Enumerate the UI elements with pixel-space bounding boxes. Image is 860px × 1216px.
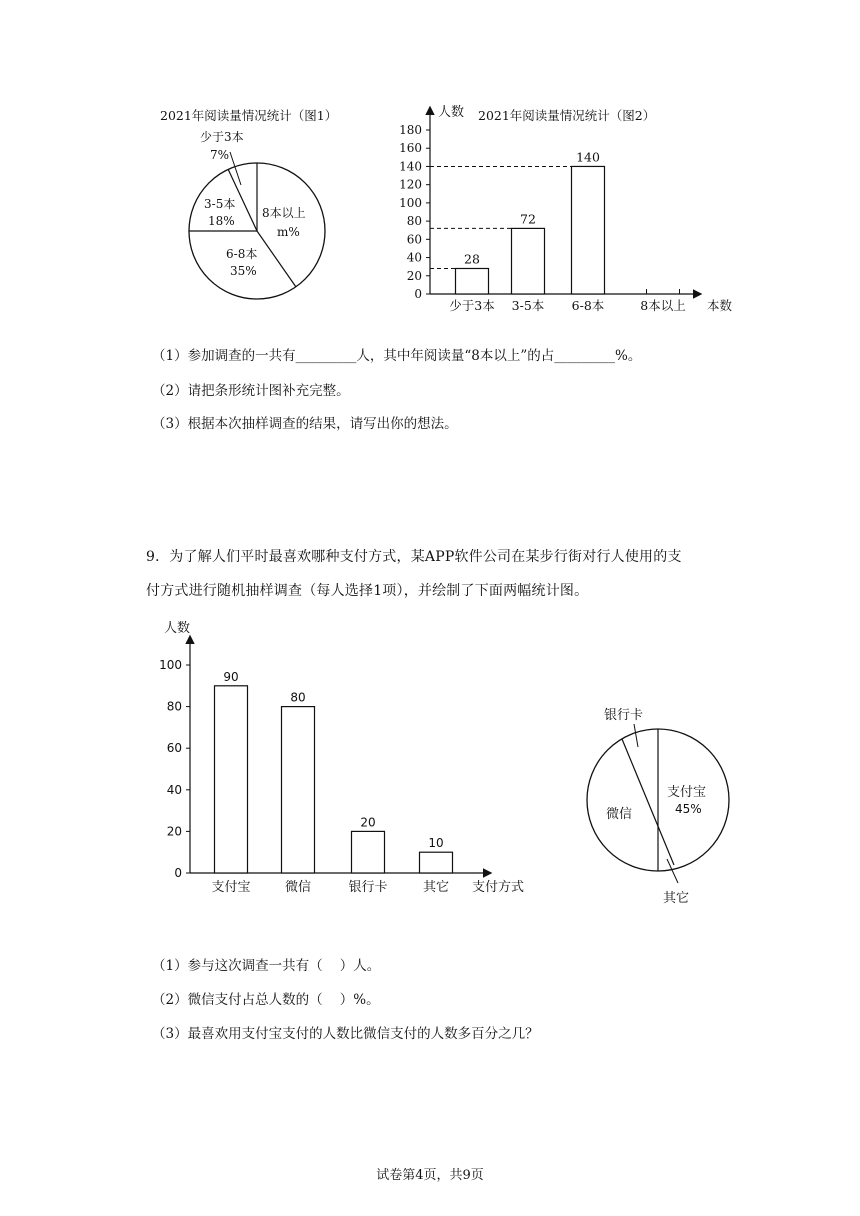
x-category-label: 银行卡 xyxy=(348,880,388,895)
y-tick-label: 120 xyxy=(399,177,422,192)
reading-bar-xlabel: 本数 xyxy=(707,298,733,313)
payment-bar-xlabel: 支付方式 xyxy=(472,880,525,895)
x-category-label: 其它 xyxy=(422,880,450,895)
bar-value-label: 20 xyxy=(360,815,376,830)
bar-value-label: 72 xyxy=(520,211,536,227)
reading-bar-chart xyxy=(395,98,745,320)
y-tick-label: 80 xyxy=(166,699,182,714)
pie-label-6to8: 6-8本 xyxy=(226,247,258,261)
x-category-label: 3-5本 xyxy=(511,298,545,313)
reading-pie-chart xyxy=(150,100,380,310)
q9-1: （1）参与这次调查一共有（ ）人。 xyxy=(152,958,381,974)
reading-bar-ylabel: 人数 xyxy=(438,105,465,120)
q9-2: （2）微信支付占总人数的（ ）%。 xyxy=(152,992,380,1008)
y-tick-label: 80 xyxy=(406,214,422,229)
q9-intro-line1: 9．为了解人们平时最喜欢哪种支付方式，某APP软件公司在某步行街对行人使用的支 xyxy=(146,549,682,565)
bar-value-label: 90 xyxy=(223,669,239,684)
reading-pie-title: 2021年阅读量情况统计（图1） xyxy=(160,108,338,123)
q8-1-blank2[interactable]: _________ xyxy=(554,348,615,364)
bar xyxy=(282,707,315,873)
bar xyxy=(512,228,545,294)
y-tick-label: 60 xyxy=(406,232,422,247)
bar-value-label: 80 xyxy=(290,690,306,705)
y-tick-label: 20 xyxy=(166,824,182,839)
y-tick-label: 0 xyxy=(414,287,422,301)
q8-1-mid: 人，其中年阅读量“8本以上”的占 xyxy=(356,348,555,364)
payment-pie-chart xyxy=(578,700,738,915)
payment-bar-chart xyxy=(150,615,550,905)
bar-value-label: 28 xyxy=(464,251,480,267)
bar xyxy=(215,686,248,873)
q9-intro-line2: 付方式进行随机抽样调查（每人选择1项），并绘制了下面两幅统计图。 xyxy=(146,583,589,599)
x-category-label: 8本以上 xyxy=(640,298,686,313)
y-tick-label: 140 xyxy=(399,159,422,174)
q8-2: （2）请把条形统计图补充完整。 xyxy=(152,383,350,399)
payment-bar-ylabel: 人数 xyxy=(164,621,191,636)
payment-pie-leader-bank xyxy=(634,724,638,747)
pie-value-gt8: m% xyxy=(277,225,300,239)
y-tick-label: 100 xyxy=(159,658,182,672)
q9-3: （3）最喜欢用支付宝支付的人数比微信支付的人数多百分之几？ xyxy=(152,1026,539,1042)
reading-bar-title: 2021年阅读量情况统计（图2） xyxy=(478,108,656,123)
y-tick-label: 40 xyxy=(406,250,422,265)
pie-value-3to5: 18% xyxy=(208,214,235,228)
x-category-label: 6-8本 xyxy=(571,298,605,313)
pie-value-lt3: 7% xyxy=(210,148,230,162)
q8-1-suffix: %。 xyxy=(615,348,642,364)
y-tick-label: 100 xyxy=(399,195,422,210)
x-category-label: 微信 xyxy=(284,880,312,895)
pie-label-lt3: 少于3本 xyxy=(200,130,244,144)
q8-1-prefix: （1）参加调查的一共有 xyxy=(152,348,296,364)
x-category-label: 支付宝 xyxy=(211,880,251,895)
pay-pie-label-other: 其它 xyxy=(663,891,690,906)
y-tick-label: 40 xyxy=(166,782,182,797)
pie-label-3to5: 3-5本 xyxy=(204,197,236,211)
q8-1-blank[interactable]: _________ xyxy=(295,348,357,364)
bar-value-label: 140 xyxy=(576,149,600,165)
y-tick-label: 180 xyxy=(399,123,422,137)
reading-pie-divider-bottom xyxy=(257,231,296,287)
page-footer: 试卷第4页，共9页 xyxy=(376,1168,484,1183)
bar xyxy=(572,166,605,294)
bar xyxy=(456,268,489,294)
bar-value-label: 10 xyxy=(428,836,444,851)
pay-pie-label-alipay: 支付宝 xyxy=(667,785,707,800)
y-tick-label: 20 xyxy=(406,268,422,283)
bar xyxy=(352,831,385,873)
q8-1 xyxy=(152,344,641,364)
y-tick-label: 160 xyxy=(399,141,422,156)
pie-value-6to8: 35% xyxy=(230,264,257,278)
y-tick-label: 60 xyxy=(166,741,182,756)
q8-3: （3）根据本次抽样调查的结果，请写出你的想法。 xyxy=(152,416,458,432)
pay-pie-label-wechat: 微信 xyxy=(606,807,633,822)
payment-pie-divider-diagonal xyxy=(622,739,674,865)
pay-pie-label-bank: 银行卡 xyxy=(604,708,644,723)
y-tick-label: 0 xyxy=(174,866,182,880)
pie-label-gt8: 8本以上 xyxy=(262,206,306,220)
x-category-label: 少于3本 xyxy=(449,298,495,313)
bar xyxy=(420,852,453,873)
pay-pie-value-alipay: 45% xyxy=(675,802,702,816)
